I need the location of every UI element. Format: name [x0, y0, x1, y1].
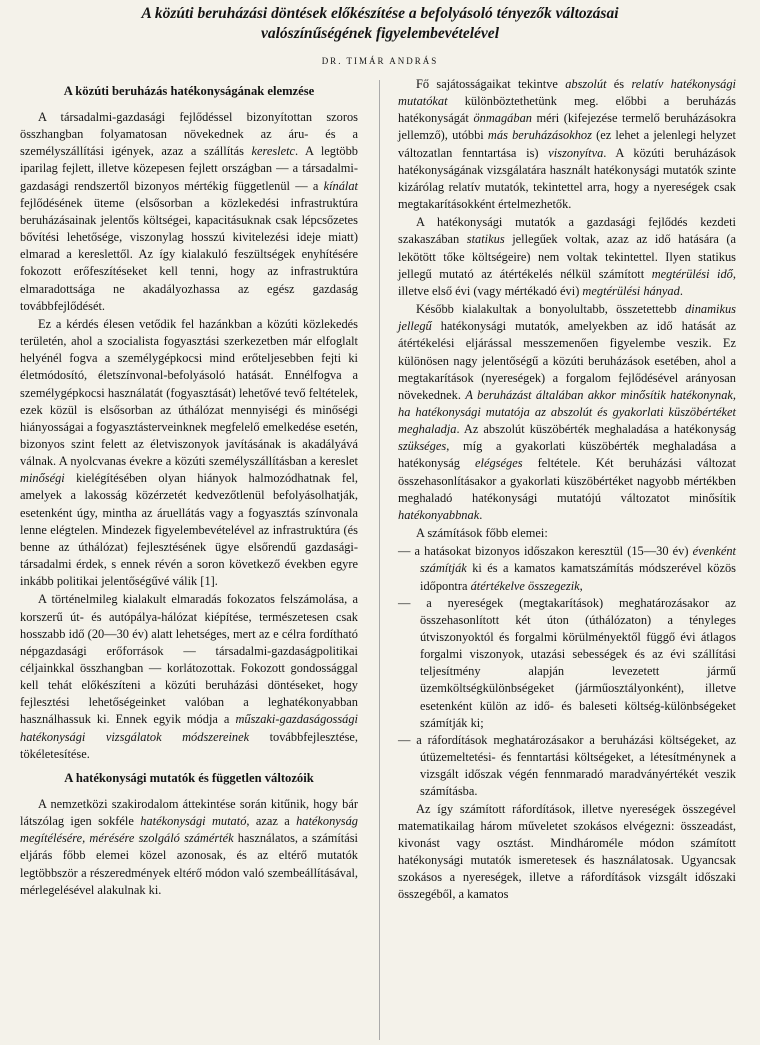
list-item: — a hatásokat bizonyos időszakon keresztül (15—30 év) évenként számítják ki és a kamatos kamatszámítás módszerével közös időpontra átértékelve összegezik,	[398, 544, 736, 593]
paragraph: Fő sajátosságaikat tekintve abszolút és relatív hatékonysági mutatókat különböztethetünk meg. előbbi a beruházás hatékonyságát önmagában méri (kifejezése termelő beruházásokra jellemző), utóbbi más beruházásokhoz (ez lehet a jelenlegi helyzet változatlan fenntartása is) viszonyítva. A közúti beruházások hatékonyságának vizsgálatára használt hatékonysági mutatók szinte kizárólag relatív mutatók, tekintettel arra, hogy a nyereségek csak megtakarításokként értelmezhetők.	[398, 77, 736, 212]
paragraph: A nemzetközi szakirodalom áttekintése során kitűnik, hogy bár látszólag igen sokféle hatékonysági mutató, azaz a hatékonyság megítélésére, mérésére szolgáló számérték használatos, a számítási eljárás főbb elemei közel azonosak, és az eltérő mutatók legtöbbször a részeredmények eltérő módon való szembeállításával, mérlegelésével alakulnak ki.	[20, 796, 358, 897]
list-item: — a nyereségek (megtakarítások) meghatározásakor az összehasonlított két úton (úthálózaton) a tényleges útviszonyoktól és forgalmi körülményektől függő évi átlagos forgalmi viszonyok, utazási sebességek és az évi szállítási teljesítmény alapján levezetett jármű üzemköltségkülönbségeket (járműosztályonként), illetve esetenként külön az idő- és baleseti költség-különbségeket számítják ki;	[398, 595, 736, 730]
section-heading-2: A hatékonysági mutatók és független változóik	[64, 770, 314, 785]
paragraph: A történelmileg kialakult elmaradás fokozatos felszámolása, a korszerű út- és autópálya-hálózat kiépítése, természetesen csak hosszabb idő (20—30 év) alatt lehetséges, mert az e célra fordítható népgazdasági erőforrások — társadalmi-gazdaságpolitikai céljainkkal összhangban — korlátozottak. Fokozott gondossággal kell tehát előkészíteni a közúti beruházási döntéseket, hogy fejlesztési lehetőségeinket valóban a leghatékonyabban használhassuk ki. Ennek egyik módja a műszaki-gazdaságossági hatékonysági vizsgálatok módszereinek továbbfejlesztése, tökéletesítése.	[20, 592, 358, 761]
paragraph: Később kialakultak a bonyolultabb, összetettebb dinamikus jellegű hatékonysági mutatók, amelyekben az idő hatását az átértékelési eljárással messzemenően figyelembe veszik. Ez különösen nagy jelentőségű a közúti beruházások esetében, ahol a megtakarítások (nyereségek) a forgalom fejlődésével arányosan növekednek. A beruházást általában akkor minősítik hatékonynak, ha hatékonysági mutatója az abszolút és gyakorlati küszöbértéket meghaladja. Az abszolút küszöbérték meghaladása a hatékonyság szükséges, míg a gyakorlati küszöbérték meghaladása a hatékonyság elégséges feltétele. Két beruházási változat összehasonlításakor a gyakorlati küszöbértéket nagyobb mértékben meghaladó hatékonysági mutatójú változatot minősítik hatékonyabbnak.	[398, 302, 736, 522]
column-divider	[379, 80, 380, 1040]
paragraph: Az így számított ráfordítások, illetve nyereségek összegével matematikailag három műveletet szokásos elvégezni: összeadást, kivonást vagy osztást. Mindhároméle módon számított hatékonysági mutatók ismeretesek és használatosak. Ugyancsak szokásos a nyereségek, illetve a ráfordítások vizsgált időszaki összegéből, a kamatos	[398, 801, 736, 902]
article-title	[0, 4, 760, 44]
section-heading-1: A közúti beruházás hatékonyságának elemzése	[63, 84, 315, 98]
paragraph: A társadalmi-gazdasági fejlődéssel bizonyítottan szoros összhangban folyamatosan növekednek az áru- és a személyszállítási igények, azaz a szállítás keresletc. A legtöbb iparilag fejlett, illetve közepesen fejlett országban — a társadalmi-gazdasági rendszertől bizonyos mértékig függetlenül — a kínálat fejlődésének üteme (elsősorban a közlekedési infrastruktúra beruházásainak jelentős költségei, kapacitásuknak csak lépcsőzetes bővítési lehetősége, viszonylag hosszú kivitelezési ideje miatt) elmarad a kereslettől. Az így kialakuló feszültségek enyhítésére fokozott erőfeszítéseket kell tenni, hogy az infrastruktúra elmaradottsága ne akadályozhassa az egész gazdaság továbbfejlődését.	[20, 110, 359, 313]
right-column	[398, 76, 736, 905]
title-line-1: A közúti beruházási döntések előkészítése a befolyásoló tényezők változásai	[141, 5, 619, 22]
paragraph: A hatékonysági mutatók a gazdasági fejlődés kezdeti szakaszában statikus jellegűek voltak, azaz az idő hatására (a lekötött tőke költségeire) nem voltak tekintettel. Ilyen statikus jellegű mutató az átértékelés nélkül számított megtérülési idő, illetve első évi (vagy mértékadó évi) megtérülési hányad.	[398, 215, 736, 298]
title-line-2: valószínűségének figyelembevételével	[260, 25, 499, 42]
list-item: — a ráfordítások meghatározásakor a beruházási költségeket, az útüzemeltetési- és fenntartási költségeket, a létesítménynek a vizsgált időszak végén fennmaradó maradványértékét veszik számításba.	[398, 732, 736, 799]
left-column	[20, 76, 358, 900]
paragraph: A számítások főbb elemei:	[416, 526, 548, 541]
paragraph: Ez a kérdés élesen vetődik fel hazánkban a közúti közlekedés területén, ahol a szocialista fogyasztási szerkezetben már elfoglalt helyénél fogva a személygépkocsi mind erőteljesebben fejti ki életmódosító, életszínvonal-befolyásoló hatását. Ennélfogva a személygépkocsi használatát (fogyasztását) lehetővé tevő feltételek, ezek közül is elsősorban az úthálózat mennyiségi és minőségi hiányosságai a fogyasztásterveinknek megfelelő emelkedése esetén, bizonyos szint felett az életviszonyok javításának is akadályává válnak. A nyolcvanas évekre a közúti személyszállításban a kereslet minőségi kielégítésében olyan hiányok halmozódhatnak fel, amelyek a lakosság közérzetét kedvezőtlenül befolyásolhatják, esetenként úgy, mintha az áruellátás vagy a fogyasztás színvonala lenne elégtelen. Mindezek figyelembevételével az infrastruktúra (és benne az úthálózat) fejlesztésének ügye elsőrendű gazdasági-társadalmi érdek, s ennek révén a soron következő években egyre inkább politikai jelentőségűvé válik [1].	[20, 316, 358, 589]
author-name: DR. TIMÁR ANDRÁS	[321, 56, 439, 66]
